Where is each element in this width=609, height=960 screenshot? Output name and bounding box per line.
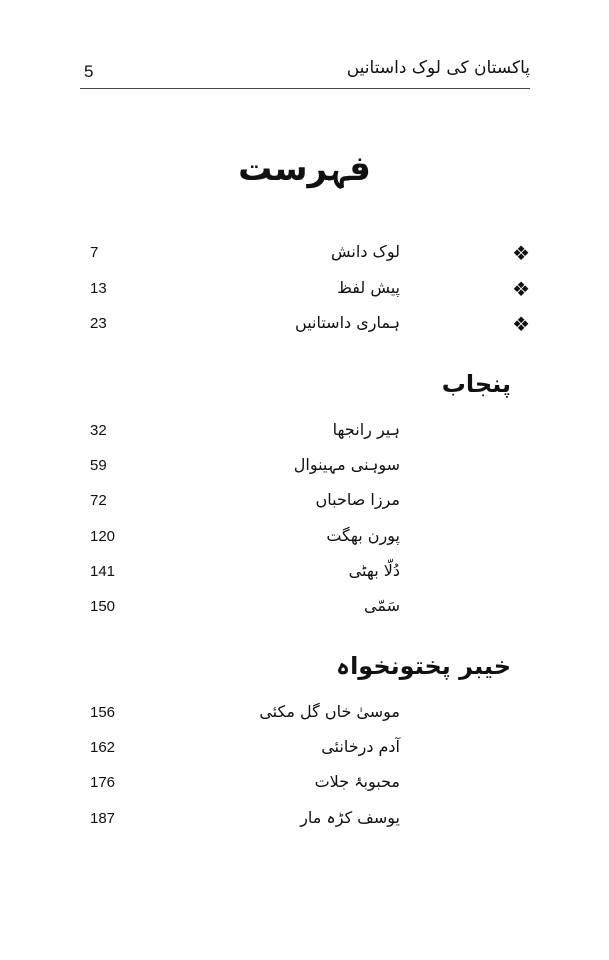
header-divider: [80, 88, 530, 89]
toc-entry-title: ہیر رانجھا: [332, 420, 400, 439]
toc-entry-page: 32: [90, 422, 107, 439]
toc-entry-page: 162: [90, 739, 116, 756]
toc-entry: [90, 596, 530, 622]
toc-entry: [90, 490, 530, 516]
toc-entry-title: دُلّا بھٹی: [348, 561, 400, 580]
toc-entry: [90, 278, 530, 304]
toc-entry-title: سَمّی: [364, 596, 400, 615]
toc-entry-title: آدم درخانئی: [321, 737, 400, 756]
toc-entry-page: 150: [90, 598, 116, 615]
section-heading-khyber-pakhtunkhwa: خیبر پختونخواہ: [336, 652, 511, 680]
toc-entry: [90, 702, 530, 728]
toc-entry-page: 141: [90, 563, 116, 580]
toc-entry: [90, 561, 530, 587]
toc-entry: [90, 455, 530, 481]
toc-entry-title: محبوبۂ جلات: [314, 772, 400, 791]
toc-entry-title: یوسف کڑہ مار: [300, 808, 400, 827]
toc-entry-page: 13: [90, 280, 107, 297]
toc-entry-page: 176: [90, 774, 116, 791]
toc-entry-page: 72: [90, 492, 107, 509]
toc-entry-title: موسیٰ خاں گل مکئی: [259, 702, 400, 721]
toc-entry-page: 156: [90, 704, 116, 721]
diamond-bullet-icon: ❖: [512, 277, 530, 301]
section-heading-punjab: پنجاب: [441, 370, 511, 398]
toc-entry-title: پیش لفظ: [337, 278, 400, 297]
toc-entry: [90, 313, 530, 339]
toc-entry: [90, 737, 530, 763]
toc-entry: [90, 808, 530, 834]
toc-entry-page: 187: [90, 810, 116, 827]
toc-entry: [90, 420, 530, 446]
toc-entry: [90, 242, 530, 268]
toc-entry-title: لوک دانش: [331, 242, 400, 261]
header-page-number: 5: [84, 62, 94, 81]
toc-entry-page: 59: [90, 457, 107, 474]
toc-entry-page: 23: [90, 315, 107, 332]
toc-entry-title: مرزا صاحباں: [315, 490, 400, 509]
diamond-bullet-icon: ❖: [512, 241, 530, 265]
diamond-bullet-icon: ❖: [512, 312, 530, 336]
running-header: [80, 58, 530, 88]
toc-entry-page: 7: [90, 244, 99, 261]
toc-entry: [90, 526, 530, 552]
toc-title: فہرست: [238, 149, 371, 189]
toc-entry: [90, 772, 530, 798]
toc-entry-title: سوہنی مہینوال: [293, 455, 400, 474]
toc-entry-title: ہماری داستانیں: [295, 313, 400, 332]
toc-entry-title: پورن بھگت: [326, 526, 400, 545]
header-book-title: پاکستان کی لوک داستانیں: [346, 58, 530, 78]
toc-entry-page: 120: [90, 528, 116, 545]
